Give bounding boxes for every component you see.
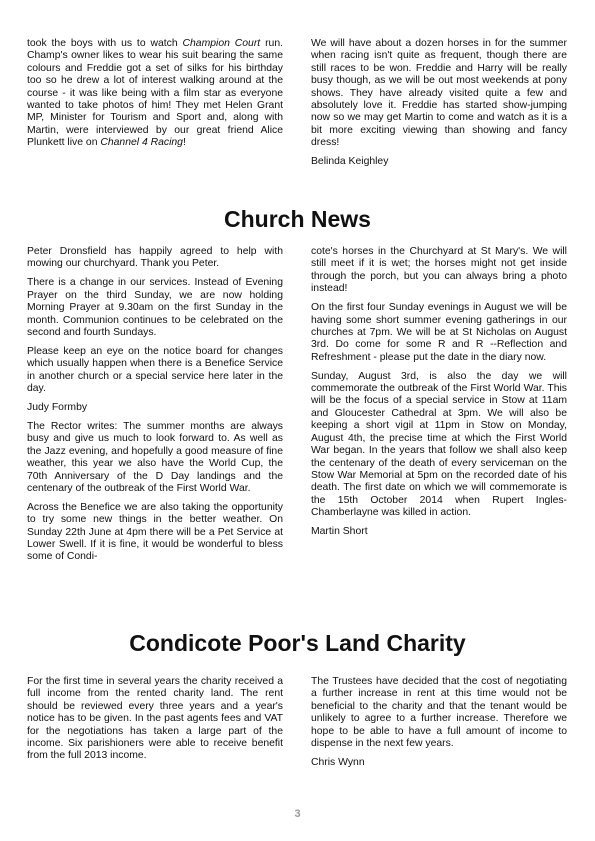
charity-right-column xyxy=(311,676,567,776)
text-run: Chris Wynn xyxy=(311,756,365,768)
text-run: Sunday, August 3rd, is also the day we will commemorate the outbreak of the First World War. This will be the focus of a special service in Stow at 11am and Gloucester Cathedral at 3pm. We will also be keeping a short vigil at 11pm in Stow on Monday, August 4th, the precise time at which the First World War began. In the years that follow we shall also keep the centenary of the death of every serviceman on the Stow War Memorial at 5pm on the recorded date of his death. The first date on which we will commemorate is the 15th October 2014 when Rupert Ingles-Chamberlayne was killed in action. xyxy=(311,370,567,519)
text-run: cote's horses in the Churchyard at St Mary's. We will still meet if it is wet; the horses might not get inside through the porch, but you can always bring a photo instead! xyxy=(311,246,567,295)
charity-left-column xyxy=(27,676,283,776)
author-signature xyxy=(27,402,283,414)
paragraph xyxy=(27,346,283,396)
text-run: run. Champ's owner likes to wear his suit bearing the same colours and Freddie got a set of silks for his birthday too so he drew a lot of interest walking around at the course - it was like being with a film star as everyone wanted to take photos of him! They met Helen Grant MP, Minister for Tourism and Sport and, along with Martin, were interviewed by our great friend Alice Plunkett live on xyxy=(27,38,283,149)
paragraph xyxy=(27,421,283,495)
text-run: Belinda Keighley xyxy=(311,156,389,168)
paragraph xyxy=(27,246,283,271)
text-run: For the first time in several years the charity received a full income from the rented charity land. The rent should be reviewed every three years and a year's notice has to be given. In the past agents fees and VAT for the negotiations has taken a large part of the income. Six parishioners were able to receive benefit from the full 2013 income. xyxy=(27,676,283,762)
paragraph xyxy=(27,277,283,339)
intro-left-column xyxy=(27,38,283,175)
paragraph xyxy=(311,246,567,296)
italic-title: Champion Court xyxy=(182,38,261,49)
text-run: Peter Dronsfield has happily agreed to help with mowing our churchyard. Thank you Peter. xyxy=(27,246,283,270)
author-signature xyxy=(311,156,567,168)
intro-article xyxy=(27,38,567,175)
intro-right-column xyxy=(311,38,567,175)
text-run: Please keep an eye on the notice board for changes which usually happen when there is a Benefice Service in another church or a special service here later in the day. xyxy=(27,345,283,395)
text-run: Across the Benefice we are also taking the opportunity to try some new things in the better weather. On Sunday 22th June at 4pm there will be a Pet Service at Lower Swell. If it is fine, it would be wonderful to bless some of Condi- xyxy=(27,501,283,563)
paragraph xyxy=(311,302,567,364)
page-number: 3 xyxy=(294,808,301,820)
text-run: Martin Short xyxy=(311,526,368,538)
charity-heading: Condicote Poor's Land Charity xyxy=(129,630,466,656)
author-signature xyxy=(311,526,567,538)
church-right-column xyxy=(311,246,567,570)
text-run: The Rector writes: The summer months are always busy and give us much to look forward to. As well as the Jazz evening, and hopefully a good measure of fine weather, this year we also have the World Cup, the 70th Anniversary of the D Day landings and the centenary of the outbreak of the First World War. xyxy=(27,420,283,494)
paragraph xyxy=(311,371,567,520)
charity-article xyxy=(27,676,567,776)
text-run: took the boys with us to watch xyxy=(27,38,183,49)
text-run: We will have about a dozen horses in for the summer when racing isn't quite as frequent, though there are still races to be won. Freddie and Harry will be really busy though, as we will be out most weekends at pony shows. They have already visited quite a few and absolutely love it. Freddie has started show-jumping now so we may get Martin to come and watch as it is a bit more exciting viewing than showing and fancy dress! xyxy=(311,38,567,149)
paragraph xyxy=(27,38,283,150)
text-run: On the first four Sunday evenings in August we will be having some short summer evening gatherings in our churches at 7pm. We will be at St Nicholas on August 3rd. Do come for some R and R --Reflection and Refreshment - please put the date in the diary now. xyxy=(311,302,567,363)
church-news-heading: Church News xyxy=(224,206,371,232)
text-run: ! xyxy=(182,137,186,149)
italic-title: Channel 4 Racing xyxy=(100,137,183,149)
text-run: There is a change in our services. Instead of Evening Prayer on the third Sunday, we are now holding Morning Prayer at 9.30am on the first Sunday in the month. Communion continues to be celebrated on the second and fourth Sundays. xyxy=(27,277,283,338)
paragraph xyxy=(311,38,567,150)
church-news-article xyxy=(27,246,567,570)
text-run: Judy Formby xyxy=(27,401,88,413)
church-left-column xyxy=(27,246,283,570)
paragraph xyxy=(311,676,567,750)
text-run: The Trustees have decided that the cost of negotiating a further increase in rent at this time would not be beneficial to the charity and that the tenant would be unlikely to agree to a further increase. Therefore we hope to be able to have a full amount of income to dispense in the next few years. xyxy=(311,676,567,750)
author-signature xyxy=(311,757,567,769)
paragraph xyxy=(27,676,283,763)
paragraph xyxy=(27,502,283,564)
